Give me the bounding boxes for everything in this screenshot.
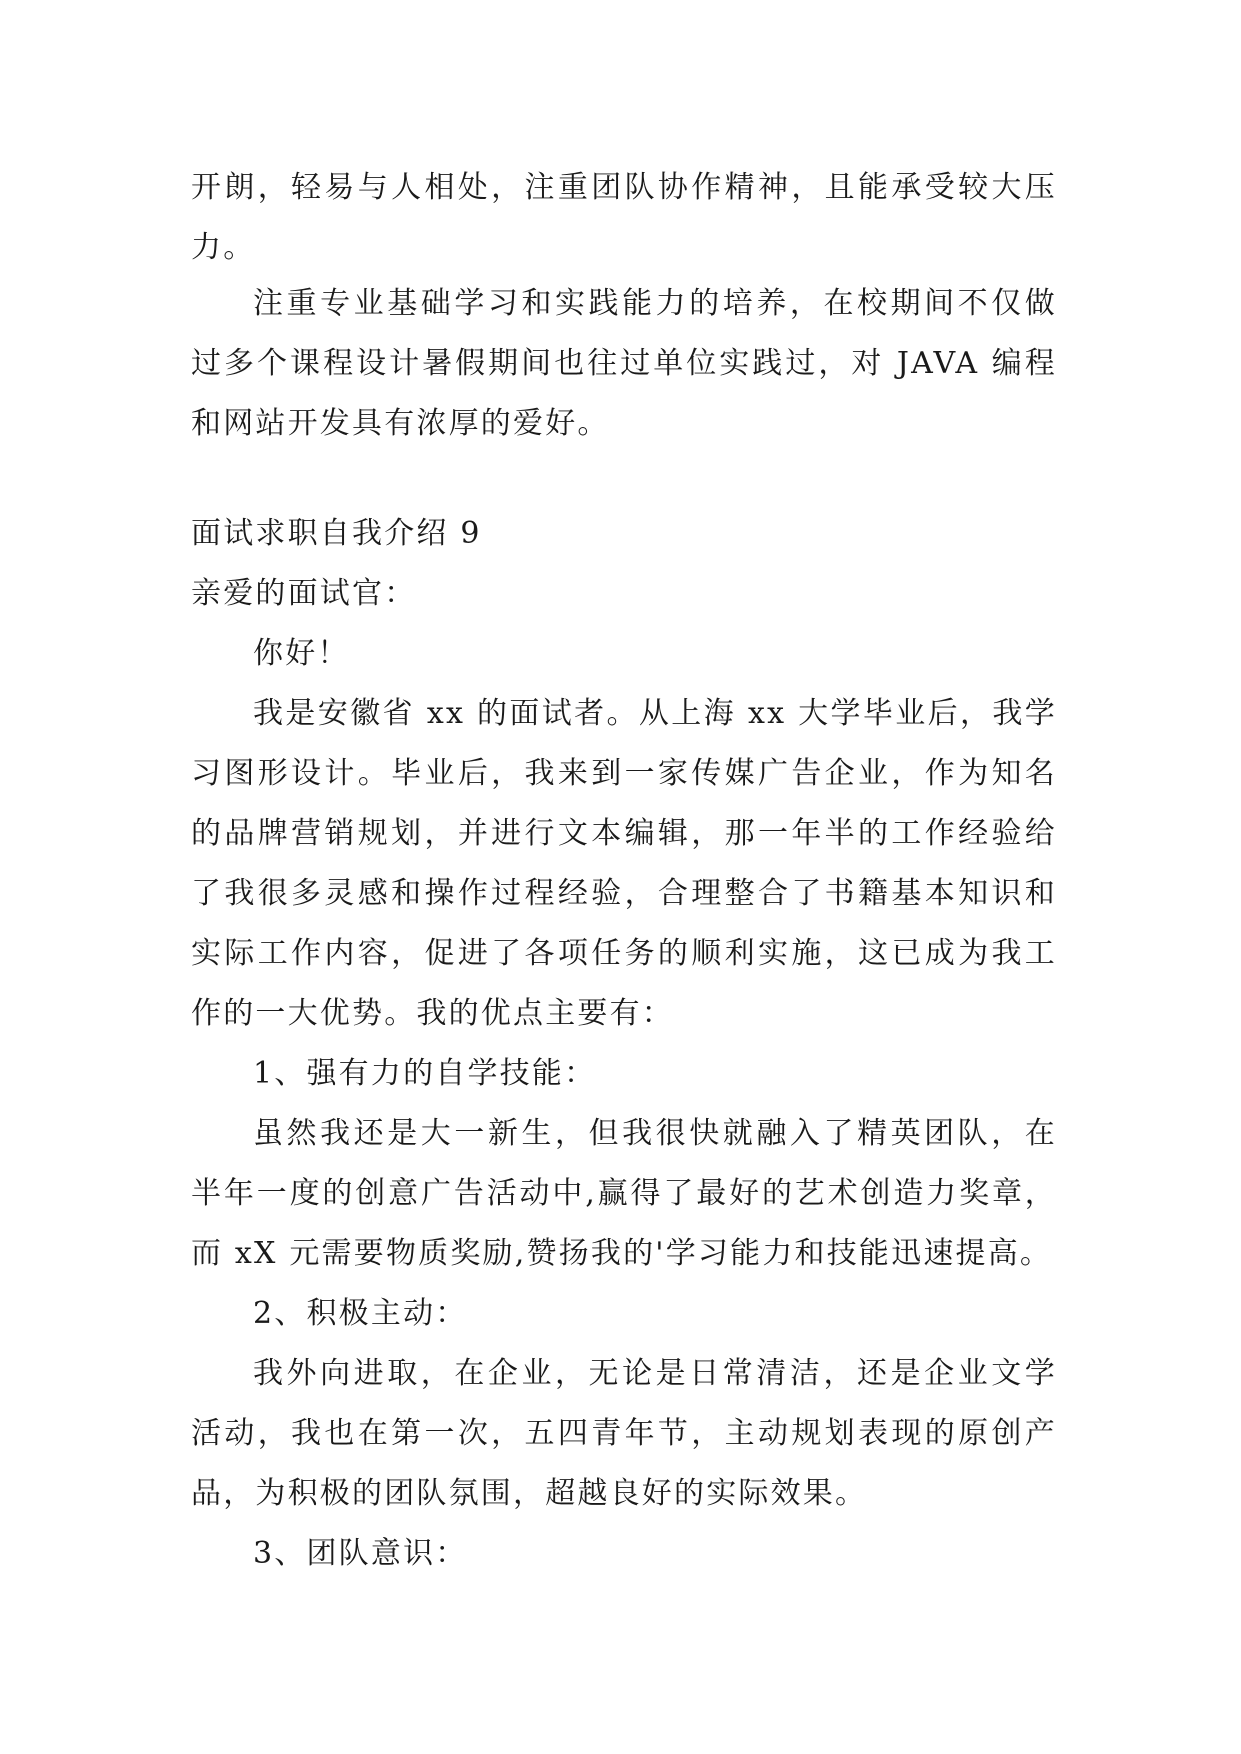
list-item-heading: 2、积极主动： — [253, 1296, 468, 1331]
list-item-heading: 1、强有力的自学技能： — [253, 1056, 597, 1091]
section-title: 面试求职自我介绍 9 — [191, 516, 482, 551]
section-interview-9 — [191, 504, 1057, 1584]
paragraph-intro: 我是安徽省 xx 的面试者。从上海 xx 大学毕业后，我学习图形设计。毕业后，我来到一家传媒广告企业，作为知名的品牌营销规划，并进行文本编辑，那一年半的工作经验给了我很多灵感和操作过程经验，合理整合了书籍基本知识和实际工作内容，促进了各项任务的顺利实施，这已成为我工作的一大优势。我的优点主要有： — [191, 696, 1057, 1031]
paragraph-study: 注重专业基础学习和实践能力的培养，在校期间不仅做过多个课程设计暑假期间也往过单位实践过，对 JAVA 编程和网站开发具有浓厚的爱好。 — [191, 286, 1057, 441]
greeting: 你好！ — [253, 636, 350, 671]
continuation-paragraph-2 — [191, 274, 1057, 454]
paragraph-initiative: 我外向进取，在企业，无论是日常清洁，还是企业文学活动，我也在第一次，五四青年节，主动规划表现的原创产品，为积极的团队氛围，超越良好的实际效果。 — [191, 1356, 1057, 1511]
paragraph-personality: 开朗，轻易与人相处，注重团队协作精神，且能承受较大压力。 — [191, 170, 1057, 265]
continuation-paragraph — [191, 158, 1057, 278]
paragraph-learning: 虽然我还是大一新生，但我很快就融入了精英团队，在半年一度的创意广告活动中,赢得了最好的艺术创造力奖章，而 xX 元需要物质奖励,赞扬我的'学习能力和技能迅速提高。 — [191, 1116, 1057, 1271]
salutation: 亲爱的面试官： — [191, 576, 417, 611]
list-item-heading: 3、团队意识： — [253, 1536, 468, 1571]
